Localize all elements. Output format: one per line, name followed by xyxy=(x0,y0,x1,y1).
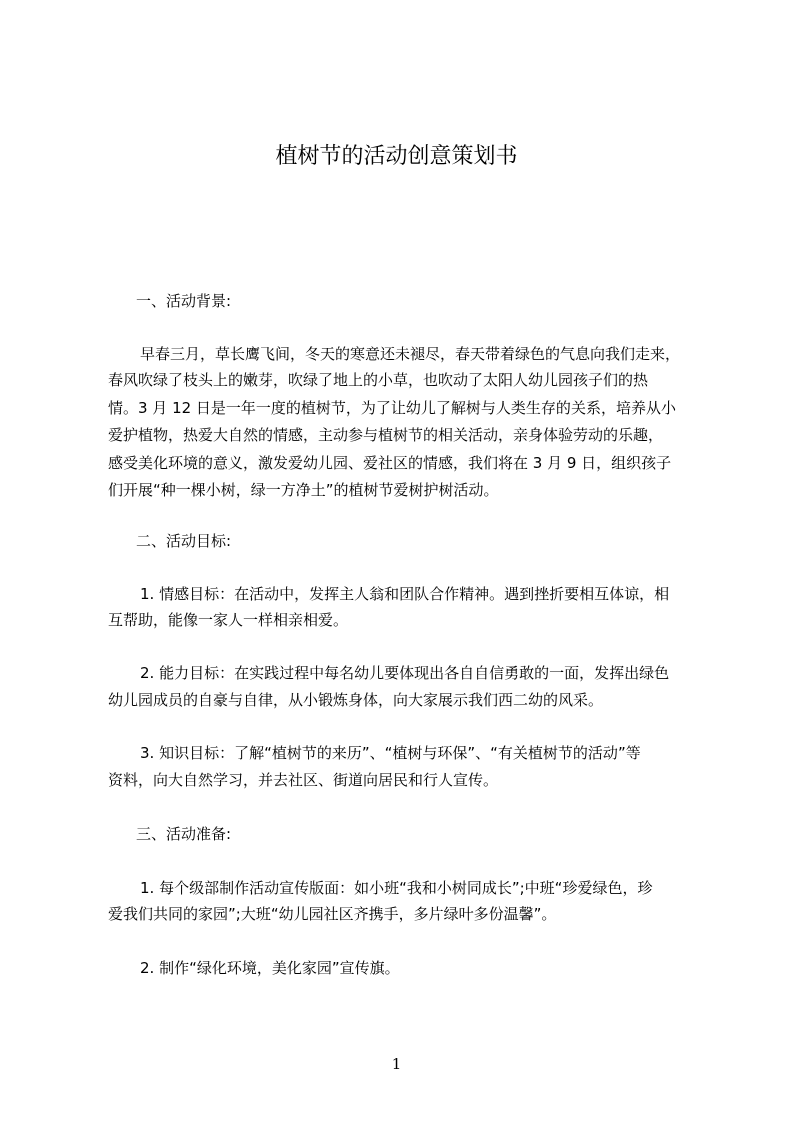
paragraph-line: 1. 每个级部制作活动宣传版面：如小班“我和小树同成长”;中班“珍爱绿色，珍 xyxy=(140,879,653,897)
section-heading-preparation: 三、活动准备: xyxy=(136,825,232,843)
document-title: 植树节的活动创意策划书 xyxy=(275,144,518,169)
paragraph-line: 1. 情感目标：在活动中，发挥主人翁和团队合作精神。遇到挫折要相互体谅，相 xyxy=(140,585,670,603)
page-number: 1 xyxy=(391,1055,402,1073)
section-heading-goals: 二、活动目标: xyxy=(136,532,232,550)
paragraph-line: 们开展“种一棵小树，绿一方净土”的植树节爱树护树活动。 xyxy=(108,481,499,499)
section-heading-background: 一、活动背景: xyxy=(136,292,232,310)
paragraph-line: 爱护植物，热爱大自然的情感，主动参与植树节的相关活动，亲身体验劳动的乐趣， xyxy=(108,426,664,444)
paragraph-line: 互帮助，能像一家人一样相亲相爱。 xyxy=(108,611,349,629)
paragraph-line: 春风吹绿了枝头上的嫩芽，吹绿了地上的小草，也吹动了太阳人幼儿园孩子们的热 xyxy=(108,371,649,389)
paragraph-line: 早春三月，草长鹰飞间，冬天的寒意还未褪尽，春天带着绿色的气息向我们走来， xyxy=(140,345,681,363)
paragraph-line: 情。3 月 12 日是一年一度的植树节，为了让幼儿了解树与人类生存的关系，培养从小 xyxy=(108,399,676,417)
paragraph-line: 2. 制作“绿化环境，美化家园”宣传旗。 xyxy=(140,959,400,977)
paragraph-line: 2. 能力目标：在实践过程中每名幼儿要体现出各自自信勇敢的一面，发挥出绿色 xyxy=(140,664,670,682)
paragraph-line: 资料，向大自然学习，并去社区、街道向居民和行人宣传。 xyxy=(108,771,499,789)
paragraph-line: 3. 知识目标：了解“植树节的来历”、“植树与环保”、“有关植树节的活动”等 xyxy=(140,744,641,762)
paragraph-line: 爱我们共同的家园”;大班“幼儿园社区齐携手，多片绿叶多份温馨”。 xyxy=(108,905,557,923)
paragraph-line: 感受美化环境的意义，激发爱幼儿园、爱社区的情感，我们将在 3 月 9 日，组织孩子 xyxy=(108,454,672,472)
paragraph-line: 幼儿园成员的自豪与自律，从小锻炼身体，向大家展示我们西二幼的风采。 xyxy=(108,691,604,709)
